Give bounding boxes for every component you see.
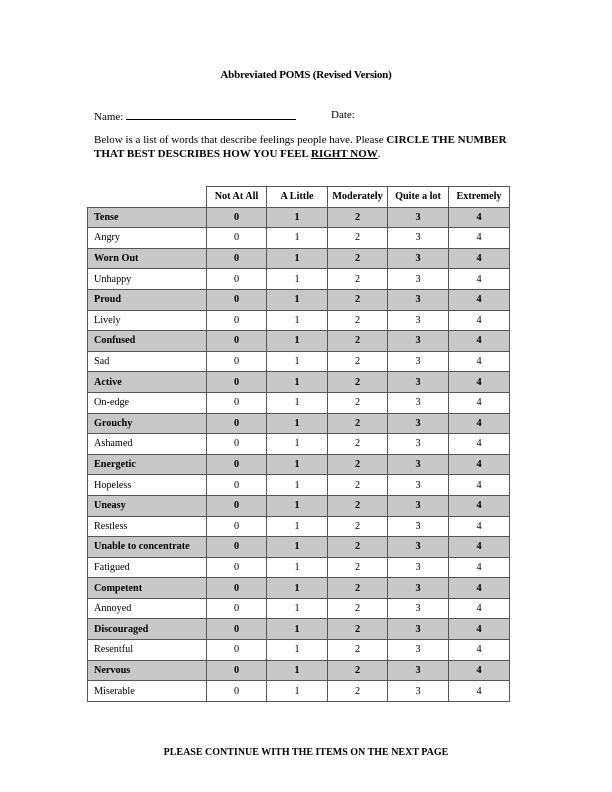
rating-option[interactable]: 3 xyxy=(388,392,449,413)
rating-option[interactable]: 4 xyxy=(449,557,510,578)
item-label: Annoyed xyxy=(88,598,207,619)
item-label: Tense xyxy=(88,207,207,228)
rating-option[interactable]: 4 xyxy=(449,537,510,558)
item-label: Unhappy xyxy=(88,269,207,290)
column-header: Moderately xyxy=(328,187,388,208)
rating-option[interactable]: 4 xyxy=(449,475,510,496)
rating-option[interactable]: 3 xyxy=(388,372,449,393)
rating-option[interactable]: 1 xyxy=(267,454,328,475)
instructions xyxy=(94,134,534,161)
rating-option[interactable]: 3 xyxy=(388,289,449,310)
rating-option[interactable]: 2 xyxy=(328,331,388,352)
item-label: Restless xyxy=(88,516,207,537)
rating-option[interactable]: 4 xyxy=(449,228,510,249)
item-label: Resentful xyxy=(88,640,207,661)
rating-option[interactable]: 2 xyxy=(328,537,388,558)
rating-option[interactable]: 1 xyxy=(267,434,328,455)
rating-option[interactable]: 0 xyxy=(207,413,267,434)
rating-option[interactable]: 1 xyxy=(267,516,328,537)
rating-option[interactable]: 4 xyxy=(449,392,510,413)
rating-option[interactable]: 0 xyxy=(207,537,267,558)
rating-option[interactable]: 4 xyxy=(449,207,510,228)
rating-option[interactable]: 2 xyxy=(328,269,388,290)
rating-option[interactable]: 1 xyxy=(267,619,328,640)
item-label: Miserable xyxy=(88,681,207,702)
rating-option[interactable]: 1 xyxy=(267,331,328,352)
rating-option[interactable]: 2 xyxy=(328,310,388,331)
rating-option[interactable]: 3 xyxy=(388,454,449,475)
rating-option[interactable]: 2 xyxy=(328,619,388,640)
table-row xyxy=(88,619,510,640)
rating-option[interactable]: 4 xyxy=(449,619,510,640)
rating-option[interactable]: 1 xyxy=(267,681,328,702)
table-row xyxy=(88,557,510,578)
instructions-period: . xyxy=(377,147,381,160)
rating-option[interactable]: 3 xyxy=(388,413,449,434)
rating-option[interactable]: 3 xyxy=(388,495,449,516)
rating-option[interactable]: 4 xyxy=(449,578,510,599)
table-row xyxy=(88,640,510,661)
rating-option[interactable]: 0 xyxy=(207,289,267,310)
table-body xyxy=(88,207,510,701)
item-label: Confused xyxy=(88,331,207,352)
item-label: Nervous xyxy=(88,660,207,681)
rating-option[interactable]: 3 xyxy=(388,619,449,640)
table-row xyxy=(88,537,510,558)
name-label: Name: xyxy=(94,111,124,123)
rating-option[interactable]: 0 xyxy=(207,248,267,269)
item-label: Unable to concentrate xyxy=(88,537,207,558)
rating-option[interactable]: 3 xyxy=(388,207,449,228)
table-row xyxy=(88,351,510,372)
rating-option[interactable]: 4 xyxy=(449,454,510,475)
rating-option[interactable]: 2 xyxy=(328,248,388,269)
rating-option[interactable]: 3 xyxy=(388,228,449,249)
rating-option[interactable]: 1 xyxy=(267,598,328,619)
table-row xyxy=(88,228,510,249)
instructions-emphasis: CIRCLE THE NUMBER THAT BEST DESCRIBES HOW YOU FEEL xyxy=(94,134,507,160)
rating-option[interactable]: 1 xyxy=(267,557,328,578)
rating-option[interactable]: 0 xyxy=(207,207,267,228)
date-field[interactable] xyxy=(331,109,355,121)
rating-option[interactable]: 4 xyxy=(449,372,510,393)
table-row xyxy=(88,269,510,290)
footer-note: PLEASE CONTINUE WITH THE ITEMS ON THE NEXT PAGE xyxy=(163,747,449,758)
poms-rating-table xyxy=(87,186,510,702)
rating-option[interactable]: 0 xyxy=(207,578,267,599)
rating-option[interactable]: 1 xyxy=(267,351,328,372)
rating-option[interactable]: 0 xyxy=(207,454,267,475)
rating-option[interactable]: 3 xyxy=(388,640,449,661)
rating-option[interactable]: 2 xyxy=(328,578,388,599)
rating-option[interactable]: 0 xyxy=(207,557,267,578)
rating-option[interactable]: 0 xyxy=(207,598,267,619)
rating-option[interactable]: 3 xyxy=(388,475,449,496)
table-row xyxy=(88,289,510,310)
rating-option[interactable]: 2 xyxy=(328,660,388,681)
rating-option[interactable]: 1 xyxy=(267,392,328,413)
rating-option[interactable]: 3 xyxy=(388,598,449,619)
rating-option[interactable]: 0 xyxy=(207,640,267,661)
rating-option[interactable]: 4 xyxy=(449,681,510,702)
rating-option[interactable]: 2 xyxy=(328,392,388,413)
rating-option[interactable]: 2 xyxy=(328,681,388,702)
rating-option[interactable]: 4 xyxy=(449,434,510,455)
item-label: Sad xyxy=(88,351,207,372)
table-row xyxy=(88,434,510,455)
rating-option[interactable]: 4 xyxy=(449,248,510,269)
rating-option[interactable]: 3 xyxy=(388,351,449,372)
instructions-right-now: RIGHT NOW xyxy=(311,147,378,160)
table-row xyxy=(88,392,510,413)
item-label: Grouchy xyxy=(88,413,207,434)
rating-option[interactable]: 2 xyxy=(328,475,388,496)
rating-option[interactable]: 1 xyxy=(267,660,328,681)
table-row xyxy=(88,413,510,434)
column-header: Quite a lot xyxy=(388,187,449,208)
table-row xyxy=(88,578,510,599)
date-label: Date: xyxy=(331,109,355,121)
rating-option[interactable]: 1 xyxy=(267,640,328,661)
table-row xyxy=(88,475,510,496)
rating-option[interactable]: 0 xyxy=(207,516,267,537)
rating-option[interactable]: 2 xyxy=(328,434,388,455)
item-label: Angry xyxy=(88,228,207,249)
rating-option[interactable]: 1 xyxy=(267,475,328,496)
rating-option[interactable]: 2 xyxy=(328,228,388,249)
rating-option[interactable]: 2 xyxy=(328,207,388,228)
table-row xyxy=(88,598,510,619)
rating-option[interactable]: 2 xyxy=(328,495,388,516)
table-row xyxy=(88,454,510,475)
rating-option[interactable]: 0 xyxy=(207,681,267,702)
rating-option[interactable]: 3 xyxy=(388,516,449,537)
rating-option[interactable]: 2 xyxy=(328,289,388,310)
table-row xyxy=(88,248,510,269)
rating-option[interactable]: 4 xyxy=(449,310,510,331)
rating-option[interactable]: 2 xyxy=(328,598,388,619)
rating-option[interactable]: 1 xyxy=(267,207,328,228)
rating-option[interactable]: 4 xyxy=(449,640,510,661)
rating-option[interactable]: 0 xyxy=(207,434,267,455)
rating-option[interactable]: 4 xyxy=(449,495,510,516)
rating-option[interactable]: 2 xyxy=(328,372,388,393)
rating-option[interactable]: 0 xyxy=(207,331,267,352)
item-label: Competent xyxy=(88,578,207,599)
rating-option[interactable]: 3 xyxy=(388,434,449,455)
item-label: Uneasy xyxy=(88,495,207,516)
rating-option[interactable]: 1 xyxy=(267,578,328,599)
item-label: Active xyxy=(88,372,207,393)
rating-option[interactable]: 2 xyxy=(328,454,388,475)
table-row xyxy=(88,660,510,681)
rating-option[interactable]: 0 xyxy=(207,269,267,290)
column-header: A Little xyxy=(267,187,328,208)
rating-option[interactable]: 0 xyxy=(207,619,267,640)
rating-option[interactable]: 1 xyxy=(267,413,328,434)
column-header: Not At All xyxy=(207,187,267,208)
instructions-text: Below is a list of words that describe feelings people have. Please xyxy=(94,134,387,146)
rating-option[interactable]: 2 xyxy=(328,351,388,372)
rating-option[interactable]: 1 xyxy=(267,310,328,331)
rating-option[interactable]: 3 xyxy=(388,310,449,331)
rating-option[interactable]: 2 xyxy=(328,516,388,537)
rating-option[interactable]: 4 xyxy=(449,351,510,372)
rating-option[interactable]: 2 xyxy=(328,557,388,578)
rating-option[interactable]: 0 xyxy=(207,660,267,681)
rating-option[interactable]: 0 xyxy=(207,475,267,496)
rating-option[interactable]: 4 xyxy=(449,289,510,310)
rating-option[interactable]: 4 xyxy=(449,413,510,434)
column-header: Extremely xyxy=(449,187,510,208)
rating-option[interactable]: 1 xyxy=(267,289,328,310)
item-label: On-edge xyxy=(88,392,207,413)
name-field[interactable] xyxy=(94,109,296,123)
rating-option[interactable]: 0 xyxy=(207,392,267,413)
rating-option[interactable]: 1 xyxy=(267,269,328,290)
rating-option[interactable]: 2 xyxy=(328,413,388,434)
rating-option[interactable]: 3 xyxy=(388,331,449,352)
rating-option[interactable]: 0 xyxy=(207,351,267,372)
rating-option[interactable]: 3 xyxy=(388,557,449,578)
rating-option[interactable]: 0 xyxy=(207,310,267,331)
item-label: Lively xyxy=(88,310,207,331)
table-row xyxy=(88,516,510,537)
rating-option[interactable]: 2 xyxy=(328,640,388,661)
rating-option[interactable]: 0 xyxy=(207,372,267,393)
item-label: Worn Out xyxy=(88,248,207,269)
item-label: Ashamed xyxy=(88,434,207,455)
rating-option[interactable]: 1 xyxy=(267,537,328,558)
rating-option[interactable]: 3 xyxy=(388,269,449,290)
table-header-row xyxy=(88,187,510,208)
rating-option[interactable]: 3 xyxy=(388,681,449,702)
rating-option[interactable]: 0 xyxy=(207,495,267,516)
rating-option[interactable]: 1 xyxy=(267,248,328,269)
rating-option[interactable]: 1 xyxy=(267,372,328,393)
table-row xyxy=(88,681,510,702)
table-row xyxy=(88,207,510,228)
rating-option[interactable]: 4 xyxy=(449,598,510,619)
rating-option[interactable]: 0 xyxy=(207,228,267,249)
rating-option[interactable]: 4 xyxy=(449,269,510,290)
item-label: Fatigued xyxy=(88,557,207,578)
page-title: Abbreviated POMS (Revised Version) xyxy=(220,69,392,81)
rating-option[interactable]: 4 xyxy=(449,331,510,352)
rating-option[interactable]: 1 xyxy=(267,495,328,516)
rating-option[interactable]: 3 xyxy=(388,248,449,269)
item-label: Energetic xyxy=(88,454,207,475)
item-label: Hopeless xyxy=(88,475,207,496)
rating-option[interactable]: 3 xyxy=(388,578,449,599)
rating-option[interactable]: 4 xyxy=(449,516,510,537)
table-row xyxy=(88,310,510,331)
table-row xyxy=(88,372,510,393)
rating-option[interactable]: 4 xyxy=(449,660,510,681)
table-row xyxy=(88,495,510,516)
item-label: Discouraged xyxy=(88,619,207,640)
rating-option[interactable]: 3 xyxy=(388,537,449,558)
name-blank-line[interactable] xyxy=(126,109,296,120)
rating-option[interactable]: 1 xyxy=(267,228,328,249)
item-label: Proud xyxy=(88,289,207,310)
rating-option[interactable]: 3 xyxy=(388,660,449,681)
header-blank-cell xyxy=(88,187,207,208)
table-row xyxy=(88,331,510,352)
